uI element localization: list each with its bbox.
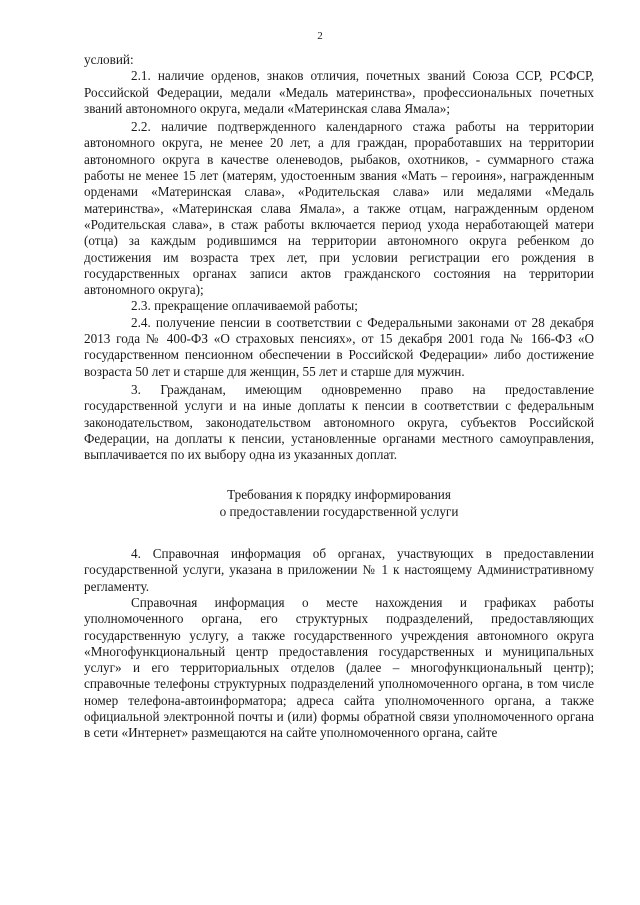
paragraph-4: 4. Справочная информация об органах, участвующих в предоставлении государственной услуги, указана в приложении № 1 к настоящему Административному регламенту. (84, 546, 594, 594)
section-heading-line-1: Требования к порядку информирования (227, 487, 451, 503)
paragraph-2-3: 2.3. прекращение оплачиваемой работы; (131, 298, 358, 314)
page-number: 2 (317, 30, 323, 42)
paragraph-continuation: условий: (84, 52, 134, 67)
paragraph-2-1: 2.1. наличие орденов, знаков отличия, почетных званий Союза ССР, РСФСР, Российской Федерации, медали «Медаль материнства», профессиональных почетных званий автономного округа, медали «Материнская слава Ямала»; (84, 68, 594, 116)
paragraph-reference-info: Справочная информация о месте нахождения и графиках работы уполномоченного органа, его структурных подразделений, предоставляющих государственную услугу, а также государственного учреждения автономного округа «Многофункциональный центр предоставления государственных и муниципальных услуг» и его территориальных отделов (далее – многофункциональный центр); справочные телефоны структурных подразделений уполномоченного органа, в том числе номер телефона-автоинформатора; адреса сайта уполномоченного органа, а также официальной электронной почты и (или) формы обратной связи уполномоченного органа в сети «Интернет» размещаются на сайте уполномоченного органа, сайте (84, 594, 594, 741)
document-body (84, 52, 594, 742)
section-heading (84, 487, 594, 520)
paragraph-2-2: 2.2. наличие подтвержденного календарного стажа работы на территории автономного округа, не менее 20 лет, а для граждан, проработавших на территории автономного округа в качестве оленеводов, рыбаков, охотников, - суммарного стажа работы не менее 15 лет (матерям, удостоенным звания «Мать – героиня», награжденным орденами «Материнская слава», «Родительская слава» или медалями «Медаль материнства», «Материнская слава Ямала», а также отцам, награжденным орденом «Родительская слава», в стаж работы включается период ухода неработающей матери (отца) за каждым родившимся на территории автономного округа ребенком до достижения им возраста трех лет, при условии регистрации его рождения в государственных органах записи актов гражданского состояния на территории автономного округа); (84, 119, 594, 298)
paragraph-3: 3. Гражданам, имеющим одновременно право на предоставление государственной услуги и на иные доплаты к пенсии в соответствии с федеральным законодательством, законодательством автономного округа, субъектов Российской Федерации, на доплаты к пенсии, установленные органами местного самоуправления, выплачивается по их выбору одна из указанных доплат. (84, 381, 594, 463)
section-heading-line-2: о предоставлении государственной услуги (219, 503, 459, 519)
paragraph-2-4: 2.4. получение пенсии в соответствии с Федеральными законами от 28 декабря 2013 года № 400-ФЗ «О страховых пенсиях», от 15 декабря 2001 года № 166-ФЗ «О государственном пенсионном обеспечении в Российской Федерации» либо достижение возраста 50 лет и старше для женщин, 55 лет и старше для мужчин. (84, 314, 594, 379)
